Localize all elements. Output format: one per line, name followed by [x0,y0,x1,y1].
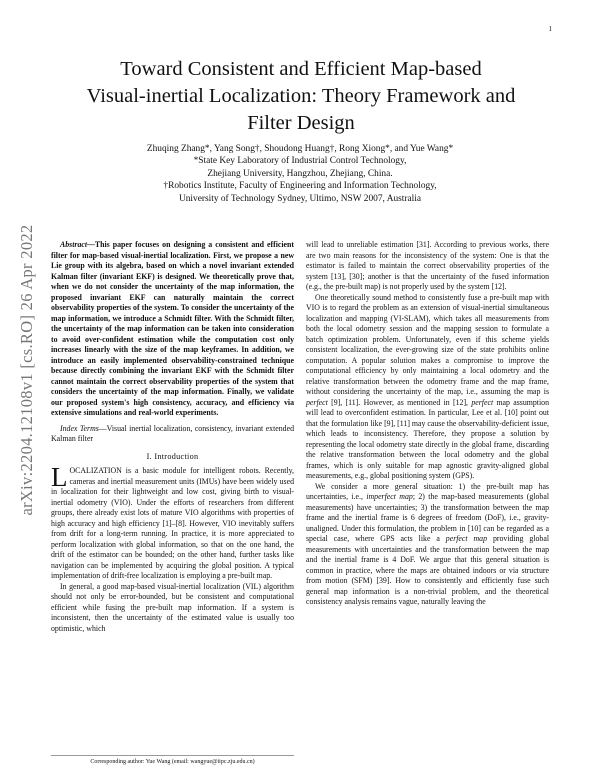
footnote: Corresponding author: Yue Wang (email: wangyue@iipc.zju.edu.cn) [51,755,294,765]
intro-paragraph: In general, a good map-based visual-inertial localization (VIL) algorithm should not only be error-bounded, but be consistent and computational efficient while fusing the pre-built map information. If a system is inconsistent, then the uncertainty of the estimated value is usually too optimistic, which [51,581,294,633]
title-line: Visual-inertial Localization: Theory Framework and [86,85,516,107]
affiliation-line: †Robotics Institute, Faculty of Engineering and Information Technology, [163,181,437,192]
arxiv-stamp [12,185,42,555]
emphasis: imperfect map [366,492,413,501]
title-line: Toward Consistent and Efficient Map-based [120,58,482,80]
body-text: map assumption will lead to overconfident estimation. In particular, Lee et al. [10] point out that the formulation like [9], [11] may cause the observability-deficient issue, which leads to inconsistency. Therefore, they propose a solution by representing the local odometry state directly in the global frame, discarding the relative transformation between the local odometry and the global frames, which is only suitable for map agnostic gravity-aligned global measurements, e.g., global positioning system (GPS). [306,397,549,480]
body-paragraph: will lead to unreliable estimation [31]. According to previous works, there are two main reasons for the inconsistency of the system: One is that the estimator is failed to maintain the correct observability properties of the system [13], [30]; another is that the uncertainty of the fused information (e.g., the pre-built map) is not properly used by the system [12]. [306,240,549,291]
arxiv-stamp-text: arXiv:2204.12108v1 [cs.RO] 26 Apr 2022 [17,224,36,516]
left-column [51,240,294,634]
emphasis: perfect [471,397,494,407]
affiliation-line: *State Key Laboratory of Industrial Control Technology, [193,156,407,167]
body-text: [9], [11]. However, as mentioned in [12], [327,397,472,407]
drop-cap: L [51,462,68,492]
affiliation-line: Zhejiang University, Hangzhou, Zhejiang, China. [207,168,393,179]
paper-title [50,56,552,137]
body-text: We consider a more general situation: 1) the pre-built map has uncertainties, i.e., [306,481,549,501]
abstract [51,240,294,419]
index-terms [51,424,294,445]
body-text: providing global measurements with uncertainties and the transformation between the map and the inertial frame is 4 DoF. We argue that this general situation is common in practice, where the maps are obtained indoors or via structure from motion (SFM) [39]. How to consistently and efficiently fuse such general map information is a non-trivial problem, and the theoretical consistency analysis remains vague, naturally leaving the [306,534,550,606]
author-block [60,143,540,205]
index-terms-text: —Visual inertial localization, consistency, invariant extended Kalman filter [51,423,295,443]
index-terms-label: Index Terms [60,423,99,433]
body-text: ; 2) the map-based measurements (global measurements) have uncertainties; 3) the transformation between the map frame and the inertial frame is 6 degrees of freedom (DoF), i.e., gravity-unaligned. Under this formulation, the problem in [10] can be regarded as a special case, where GPS acts like a [306,492,549,543]
title-line: Filter Design [247,112,355,134]
body-text: One theoretically sound method to consistently fuse a pre-built map with VIO is to regard the problem as an extension of visual-inertial simultaneous localization and mapping (VI-SLAM), which takes all measurements from both the local odometry session and the mapping session to formulate a batch optimization problem. Unfortunately, even if this scheme yields consistent localization, the ever-growing size of the state prohibits online computation. A popular solution makes a compromise to improve the computational efficiency by only maintaining a local odometry and the relative transformation between the odometry frame and the map frame, without considering the uncertainty of the map, i.e., assuming the map is [306,292,549,396]
emphasis: perfect [306,397,328,407]
right-column [306,240,549,608]
emphasis: perfect map [445,534,488,543]
page-number: 1 [548,25,552,33]
body-paragraph [306,293,549,482]
body-paragraph [306,482,549,608]
section-heading: I. Introduction [146,451,199,461]
intro-paragraph-text: OCALIZATION is a basic module for intelligent robots. Recently, cameras and inertial measurement units (IMUs) have been widely used in localization for their lightweight and low cost, giving birth to visual-inertial odometry (VIO). Under the efforts of researchers from different groups, there already exist lots of mature VIO algorithms with properties of high accuracy and high efficiency [1]–[8]. However, VIO inevitably suffers from drift for a long-term running. In practice, it is more appreciated to perform localization with global information, so that on the one hand, the drift of the estimator can be bounded; on the other hand, further tasks like navigation can be implemented by acquiring the global position. A typical implementation of drift-free localization is employing a pre-built map. [51,466,294,580]
abstract-label: Abstract [60,240,88,249]
affiliation-line: University of Technology Sydney, Ultimo, NSW 2007, Australia [178,193,422,204]
abstract-text: —This paper focuses on designing a consistent and efficient filter for map-based visual-inertial localization. First, we propose a new Lie group with its algebra, based on which a novel invariant extended Kalman filter (invariant EKF) is designed. We theoretically prove that, when we do not consider the uncertainty of the map information, the proposed invariant EKF can naturally maintain the correct observability properties of the system. To consider the uncertainty of the map information, we introduce a Schmidt filter. With the Schmidt filter, the uncertainty of the map information can be taken into consideration to avoid over-confident estimation while the computation cost only increases linearly with the size of the map keyframes. In addition, we introduce an easily implemented observability-constrained technique because directly combining the invariant EKF with the Schmidt filter cannot maintain the correct observability properties of the system that considers the uncertainty of the map information. Finally, we validate our proposed system's high consistency, accuracy, and efficiency via extensive simulations and real-world experiments. [51,240,294,417]
author-names: Zhuqing Zhang*, Yang Song†, Shoudong Huang†, Rong Xiong*, and Yue Wang* [146,144,454,154]
intro-paragraph [51,462,294,582]
